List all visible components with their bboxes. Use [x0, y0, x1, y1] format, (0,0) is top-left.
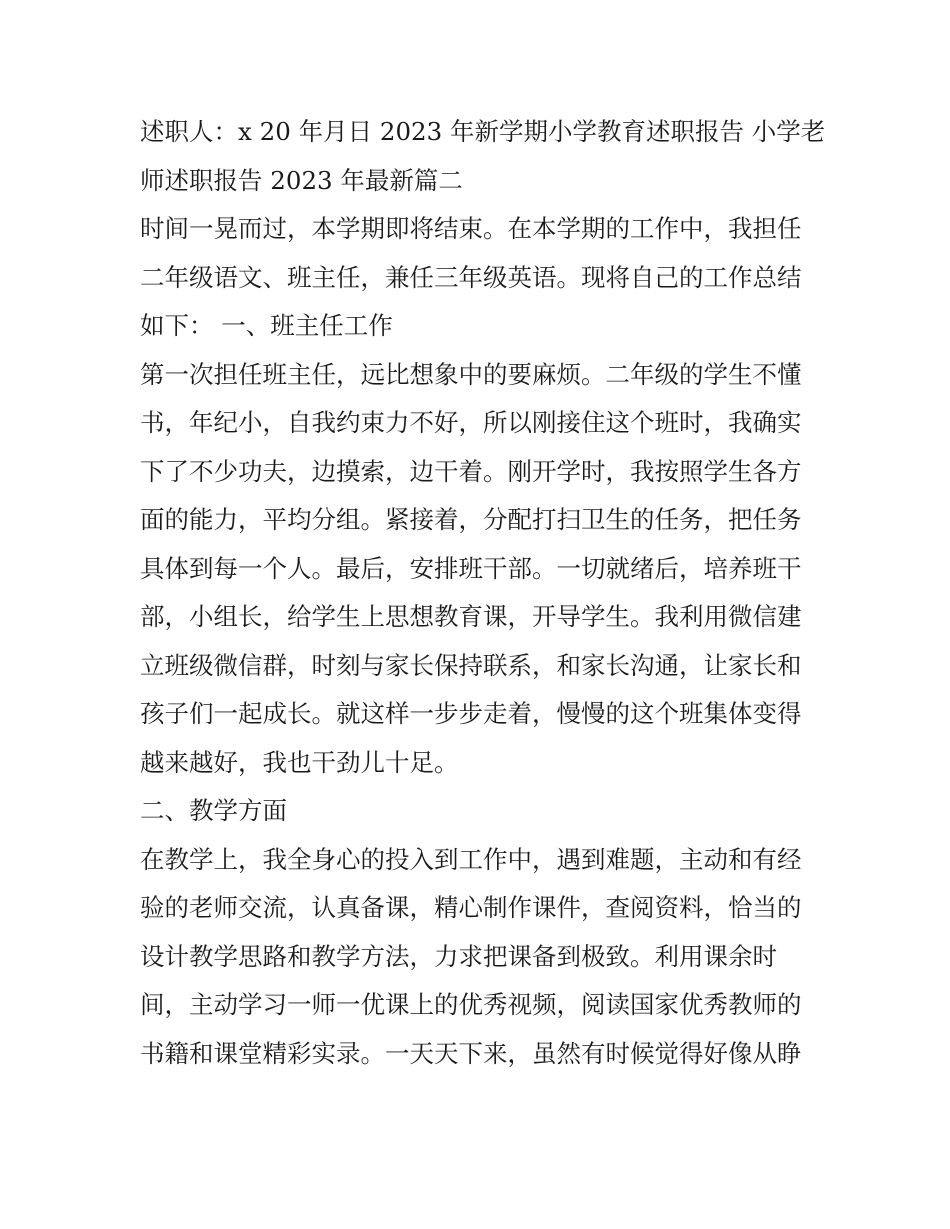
- document-body: [140, 108, 826, 1078]
- text-line-13: 孩子们一起成长。就这样一步步走着，慢慢的这个班集体变得: [140, 699, 802, 728]
- text-line-19: 间，主动学习一师一优课上的优秀视频，阅读国家优秀教师的: [140, 990, 802, 1019]
- text-line-17: 验的老师交流，认真备课，精心制作课件，查阅资料，恰当的: [140, 893, 802, 922]
- text-line-9: 面的能力，平均分组。紧接着，分配打扫卫生的任务，把任务: [140, 505, 802, 534]
- section-heading-1: 如下： 一、班主任工作: [140, 311, 393, 340]
- text-line-8: 下了不少功夫，边摸索，边干着。刚开学时，我按照学生各方: [140, 456, 802, 486]
- text-line-6: 第一次担任班主任，远比想象中的要麻烦。二年级的学生不懂: [140, 359, 802, 389]
- text-line-3: 时间一晃而过，本学期即将结束。在本学期的工作中，我担任: [140, 214, 802, 243]
- text-line-2: 师述职报告 2023 年最新篇二: [140, 165, 463, 195]
- text-line-7: 书，年纪小，自我约束力不好，所以刚接住这个班时，我确实: [140, 408, 802, 437]
- text-line-18: 设计教学思路和教学方法，力求把课备到极致。利用课余时: [140, 941, 777, 971]
- text-line-12: 立班级微信群，时刻与家长保持联系，和家长沟通，让家长和: [140, 650, 802, 680]
- section-heading-2: 二、教学方面: [140, 796, 287, 825]
- text-line-10: 具体到每一个人。最后，安排班干部。一切就绪后，培养班干: [140, 553, 802, 583]
- text-line-11: 部，小组长，给学生上思想教育课，开导学生。我利用微信建: [140, 602, 802, 631]
- text-line-14: 越来越好，我也干劲儿十足。: [140, 747, 459, 777]
- text-line-20: 书籍和课堂精彩实录。一天天下来，虽然有时候觉得好像从睁: [140, 1038, 802, 1068]
- text-line-4: 二年级语文、班主任，兼任三年级英语。现将自己的工作总结: [140, 262, 802, 292]
- text-line-1: 述职人：x 20 年月日 2023 年新学期小学教育述职报告 小学老: [140, 117, 826, 146]
- text-line-16: 在教学上，我全身心的投入到工作中，遇到难题，主动和有经: [140, 844, 802, 874]
